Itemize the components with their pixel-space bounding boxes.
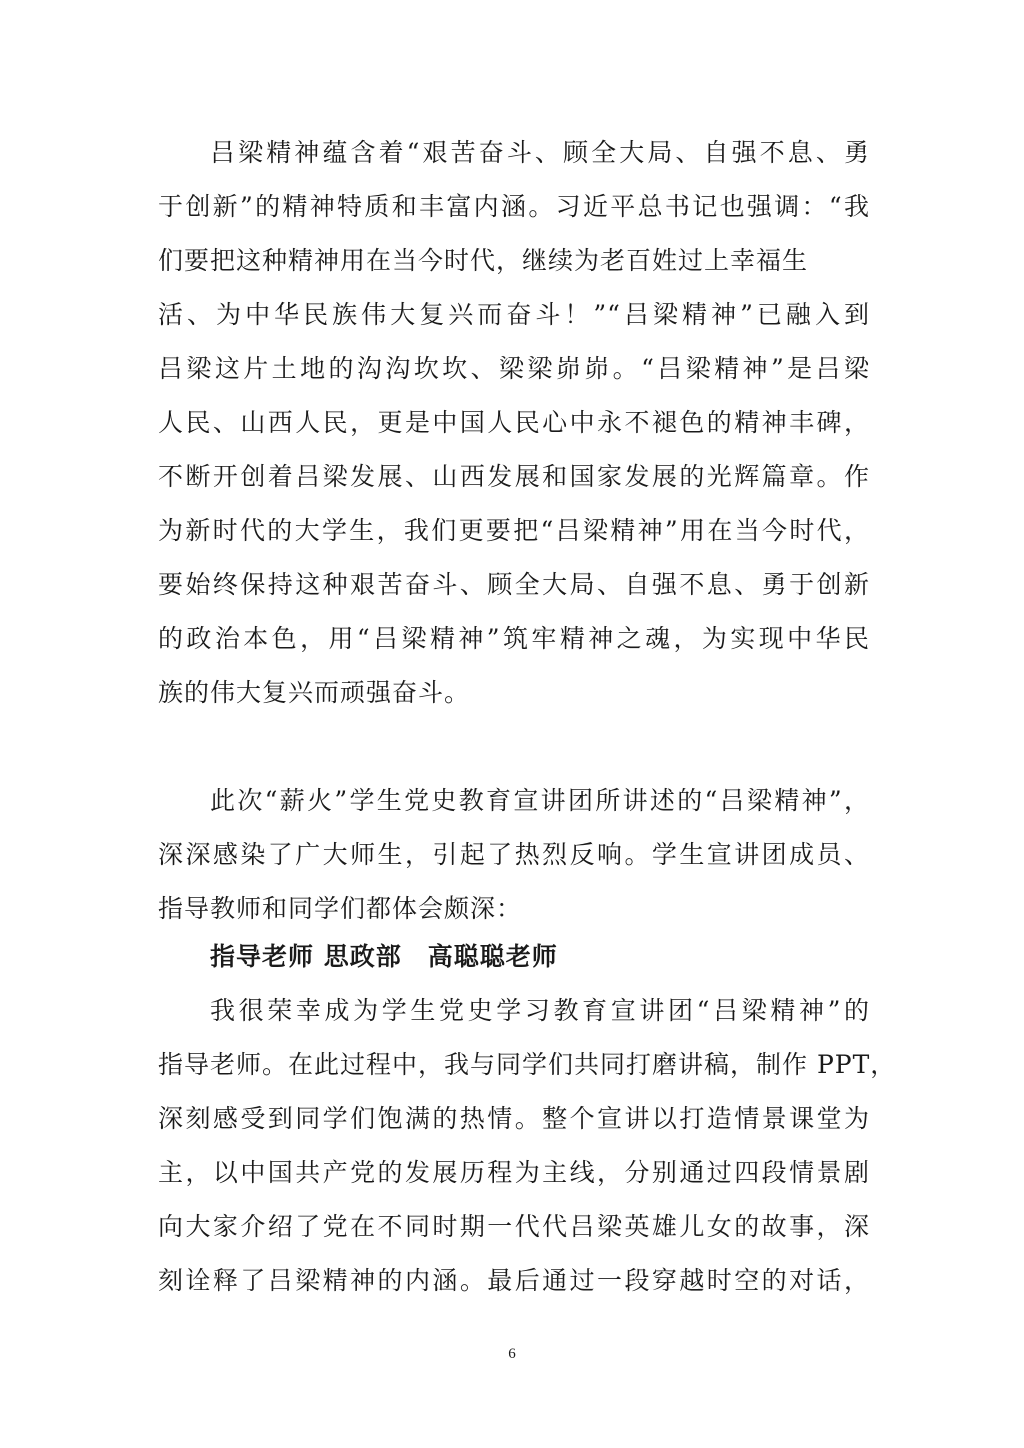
section-heading: 指导老师 思政部 高聪聪老师 bbox=[210, 942, 558, 971]
paragraph-2-line-1: 此次“薪火”学生党史教育宣讲团所讲述的“吕梁精神”， bbox=[210, 786, 870, 815]
paragraph-1-line-2: 于创新”的精神特质和丰富内涵。习近平总书记也强调：“我 bbox=[158, 192, 870, 221]
page-number: 6 bbox=[508, 1346, 516, 1362]
paragraph-1-line-7: 不断开创着吕梁发展、山西发展和国家发展的光辉篇章。作 bbox=[158, 462, 870, 491]
paragraph-3-line-5: 向大家介绍了党在不同时期一代代吕梁英雄儿女的故事，深 bbox=[158, 1212, 870, 1241]
paragraph-1-line-9: 要始终保持这种艰苦奋斗、顾全大局、自强不息、勇于创新 bbox=[158, 570, 870, 599]
paragraph-3-line-3: 深刻感受到同学们饱满的热情。整个宣讲以打造情景课堂为 bbox=[158, 1104, 870, 1133]
paragraph-3-line-4: 主，以中国共产党的发展历程为主线，分别通过四段情景剧 bbox=[158, 1158, 870, 1187]
paragraph-1-line-8: 为新时代的大学生，我们更要把“吕梁精神”用在当今时代， bbox=[158, 516, 870, 545]
paragraph-3-line-1: 我很荣幸成为学生党史学习教育宣讲团“吕梁精神”的 bbox=[210, 996, 870, 1025]
paragraph-1-line-10: 的政治本色，用“吕梁精神”筑牢精神之魂，为实现中华民 bbox=[158, 624, 870, 653]
paragraph-1-line-11: 族的伟大复兴而顽强奋斗。 bbox=[158, 678, 471, 707]
paragraph-2-line-2: 深深感染了广大师生，引起了热烈反响。学生宣讲团成员、 bbox=[158, 840, 870, 869]
paragraph-1-line-3: 们要把这种精神用在当今时代，继续为老百姓过上幸福生 bbox=[158, 246, 809, 275]
paragraph-1-line-5: 吕梁这片土地的沟沟坎坎、梁梁峁峁。“吕梁精神”是吕梁 bbox=[158, 354, 870, 383]
paragraph-2-line-3: 指导教师和同学们都体会颇深： bbox=[158, 894, 523, 923]
paragraph-3-line-6: 刻诠释了吕梁精神的内涵。最后通过一段穿越时空的对话， bbox=[158, 1266, 870, 1295]
paragraph-1-line-1: 吕梁精神蕴含着“艰苦奋斗、顾全大局、自强不息、勇 bbox=[210, 138, 870, 167]
paragraph-3-line-2: 指导老师。在此过程中，我与同学们共同打磨讲稿，制作 PPT， bbox=[158, 1050, 897, 1079]
paragraph-1-line-4: 活、为中华民族伟大复兴而奋斗！”“吕梁精神”已融入到 bbox=[158, 300, 870, 329]
paragraph-1-line-6: 人民、山西人民，更是中国人民心中永不褪色的精神丰碑， bbox=[158, 408, 870, 437]
